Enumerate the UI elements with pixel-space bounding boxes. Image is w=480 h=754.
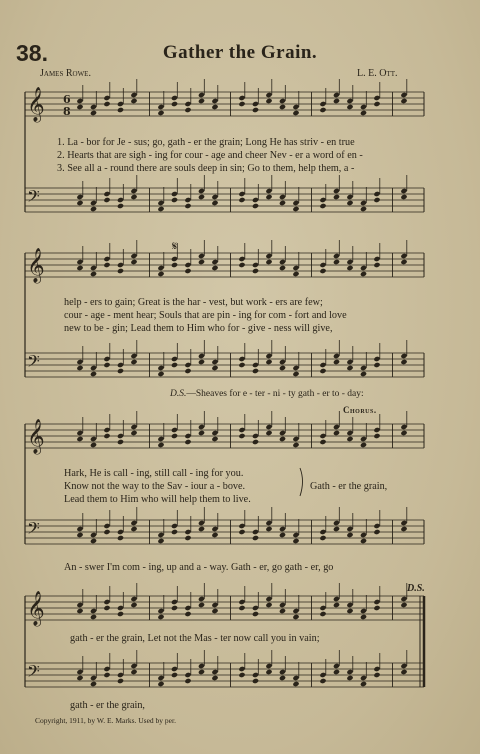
- ds-mark: D.S.: [407, 583, 425, 594]
- note-head: [90, 110, 97, 116]
- note-head: [198, 98, 205, 104]
- note-head: [76, 532, 83, 538]
- note-head: [319, 107, 326, 113]
- note-head: [400, 98, 407, 104]
- note-head: [373, 362, 380, 368]
- note-head: [360, 681, 367, 687]
- note-head: [265, 669, 272, 675]
- verse2-line2: cour - age - ment hear; Souls that are pin - ing for com - fort and love: [64, 310, 347, 321]
- time-signature: 6: [63, 93, 71, 106]
- note-head: [184, 107, 191, 113]
- treble-clef-icon: 𝄞: [27, 591, 45, 626]
- note-head: [265, 602, 272, 608]
- note-head: [198, 194, 205, 200]
- note-head: [333, 669, 340, 675]
- note-head: [252, 678, 259, 684]
- note-head: [360, 271, 367, 277]
- verse1-line3: Hark, He is call - ing, still call - ing for you.: [64, 468, 244, 479]
- note-head: [346, 436, 353, 442]
- note-head: [373, 262, 380, 268]
- note-head: [333, 526, 340, 532]
- note-head: [346, 200, 353, 206]
- note-head: [211, 532, 218, 538]
- note-head: [171, 362, 178, 368]
- time-signature: 8: [63, 105, 71, 118]
- note-head: [346, 608, 353, 614]
- note-head: [373, 672, 380, 678]
- note-head: [211, 436, 218, 442]
- note-head: [360, 614, 367, 620]
- hymn-title: Gather the Grain.: [162, 42, 318, 63]
- note-head: [333, 98, 340, 104]
- note-head: [252, 203, 259, 209]
- note-head: [400, 526, 407, 532]
- note-head: [103, 262, 110, 268]
- note-head: [265, 259, 272, 265]
- verse1-line2: help - ers to gain; Great is the har - vest, but work - ers are few;: [64, 297, 323, 308]
- note-head: [117, 439, 124, 445]
- verse1-line1: 1. La - bor for Je - sus; go, gath - er the grain; Long He has striv - en true: [57, 137, 355, 148]
- note-head: [130, 669, 137, 675]
- note-head: [76, 200, 83, 206]
- note-head: [76, 365, 83, 371]
- note-head: [171, 101, 178, 107]
- author-credit: James Rowe.: [40, 68, 91, 79]
- bass-clef-icon: 𝄢: [27, 661, 40, 685]
- note-head: [184, 268, 191, 274]
- note-head: [157, 538, 164, 544]
- note-head: [90, 442, 97, 448]
- note-head: [360, 538, 367, 544]
- note-head: [319, 439, 326, 445]
- note-head: [90, 614, 97, 620]
- note-head: [333, 259, 340, 265]
- note-head: [117, 535, 124, 541]
- note-head: [319, 268, 326, 274]
- verse2-line1: 2. Hearts that are sigh - ing for cour - age and cheer Nev - er a word of en -: [57, 150, 363, 161]
- copyright-notice: Copyright, 1911, by W. E. Marks. Used by per.: [35, 716, 176, 725]
- note-head: [238, 197, 245, 203]
- note-head: [117, 268, 124, 274]
- note-head: [252, 107, 259, 113]
- note-head: [252, 439, 259, 445]
- note-head: [319, 678, 326, 684]
- note-head: [292, 110, 299, 116]
- note-head: [157, 614, 164, 620]
- note-head: [90, 371, 97, 377]
- note-head: [319, 611, 326, 617]
- note-head: [292, 681, 299, 687]
- verse3-line1: 3. See all a - round there are souls deep in sin; Go to them, help them, a -: [57, 163, 355, 174]
- note-head: [238, 605, 245, 611]
- bass-text-3: An - swer I'm com - ing, up and a - way. Gath - er, go gath - er, go: [64, 562, 334, 573]
- note-head: [117, 368, 124, 374]
- note-head: [103, 197, 110, 203]
- note-head: [319, 368, 326, 374]
- note-head: [346, 675, 353, 681]
- note-head: [130, 526, 137, 532]
- note-head: [211, 675, 218, 681]
- note-head: [117, 203, 124, 209]
- note-head: [76, 104, 83, 110]
- bass-clef-icon: 𝄢: [27, 518, 40, 542]
- note-head: [279, 265, 286, 271]
- note-head: [319, 535, 326, 541]
- note-head: [346, 104, 353, 110]
- note-head: [90, 271, 97, 277]
- note-head: [198, 430, 205, 436]
- chorus-text: Gath - er the grain,: [310, 481, 388, 492]
- hymn-number: 38.: [16, 40, 48, 66]
- note-head: [157, 371, 164, 377]
- note-head: [211, 365, 218, 371]
- note-head: [279, 104, 286, 110]
- note-head: [333, 359, 340, 365]
- note-head: [171, 605, 178, 611]
- note-head: [360, 442, 367, 448]
- note-head: [400, 359, 407, 365]
- treble-clef-icon: 𝄞: [27, 248, 45, 283]
- bass-clef-icon: 𝄢: [27, 186, 40, 210]
- note-head: [346, 532, 353, 538]
- note-head: [373, 197, 380, 203]
- note-head: [279, 436, 286, 442]
- note-head: [103, 433, 110, 439]
- note-head: [76, 265, 83, 271]
- note-head: [400, 430, 407, 436]
- note-head: [279, 365, 286, 371]
- note-head: [184, 678, 191, 684]
- note-head: [157, 110, 164, 116]
- segno-icon: 𝄋: [172, 239, 178, 253]
- note-head: [76, 675, 83, 681]
- note-head: [198, 602, 205, 608]
- note-head: [333, 430, 340, 436]
- note-head: [184, 439, 191, 445]
- note-head: [76, 436, 83, 442]
- note-head: [400, 194, 407, 200]
- note-head: [373, 529, 380, 535]
- note-head: [171, 529, 178, 535]
- note-head: [198, 259, 205, 265]
- note-head: [400, 669, 407, 675]
- note-head: [184, 368, 191, 374]
- note-head: [279, 532, 286, 538]
- note-head: [130, 430, 137, 436]
- note-head: [157, 206, 164, 212]
- note-head: [346, 265, 353, 271]
- note-head: [360, 206, 367, 212]
- line4-text: gath - er the grain, Let not the Mas - ter now call you in vain;: [70, 633, 320, 644]
- note-head: [130, 98, 137, 104]
- note-head: [184, 611, 191, 617]
- note-head: [265, 359, 272, 365]
- note-head: [171, 433, 178, 439]
- note-head: [279, 675, 286, 681]
- note-head: [90, 538, 97, 544]
- note-head: [252, 368, 259, 374]
- note-head: [157, 271, 164, 277]
- note-head: [117, 678, 124, 684]
- note-head: [198, 359, 205, 365]
- note-head: [252, 268, 259, 274]
- note-head: [292, 271, 299, 277]
- note-head: [292, 538, 299, 544]
- note-head: [211, 265, 218, 271]
- note-head: [238, 672, 245, 678]
- note-head: [130, 359, 137, 365]
- note-head: [76, 608, 83, 614]
- note-head: [292, 442, 299, 448]
- note-head: [171, 197, 178, 203]
- note-head: [103, 529, 110, 535]
- note-head: [400, 259, 407, 265]
- note-head: [238, 362, 245, 368]
- note-head: [265, 430, 272, 436]
- bass-clef-icon: 𝄢: [27, 351, 40, 375]
- note-head: [238, 262, 245, 268]
- note-head: [292, 614, 299, 620]
- note-head: [265, 194, 272, 200]
- note-head: [400, 602, 407, 608]
- note-head: [279, 200, 286, 206]
- note-head: [90, 681, 97, 687]
- note-head: [171, 672, 178, 678]
- note-head: [184, 203, 191, 209]
- note-head: [103, 605, 110, 611]
- verse2-line3: Know not the way to the Sav - iour a - bove.: [64, 481, 246, 492]
- note-head: [211, 104, 218, 110]
- treble-clef-icon: 𝄞: [27, 419, 45, 454]
- note-head: [252, 535, 259, 541]
- note-head: [360, 110, 367, 116]
- ds-label: D.S.: [170, 389, 187, 399]
- note-head: [360, 371, 367, 377]
- note-head: [130, 194, 137, 200]
- note-head: [171, 262, 178, 268]
- bass-text-4: gath - er the grain,: [70, 700, 145, 711]
- note-head: [157, 681, 164, 687]
- verse3-line2: new to be - gin; Lead them to Him who for - give - ness will give,: [64, 323, 333, 334]
- note-head: [333, 602, 340, 608]
- note-head: [373, 101, 380, 107]
- verse3-line3: Lead them to Him who will help them to live.: [64, 494, 251, 505]
- note-head: [238, 433, 245, 439]
- ds-text: —Sheaves for e - ter - ni - ty gath - er to - day:: [186, 389, 364, 399]
- note-head: [292, 206, 299, 212]
- note-head: [90, 206, 97, 212]
- note-head: [373, 433, 380, 439]
- note-head: [346, 365, 353, 371]
- note-head: [184, 535, 191, 541]
- chorus-label: Chorus.: [343, 405, 377, 415]
- note-head: [198, 669, 205, 675]
- note-head: [130, 602, 137, 608]
- note-head: [198, 526, 205, 532]
- note-head: [103, 101, 110, 107]
- note-head: [252, 611, 259, 617]
- note-head: [117, 611, 124, 617]
- note-head: [279, 608, 286, 614]
- note-head: [292, 371, 299, 377]
- note-head: [157, 442, 164, 448]
- note-head: [211, 608, 218, 614]
- note-head: [238, 101, 245, 107]
- chorus-bracket: [300, 468, 303, 496]
- note-head: [319, 203, 326, 209]
- note-head: [333, 194, 340, 200]
- note-head: [130, 259, 137, 265]
- composer-credit: L. E. Ott.: [357, 68, 398, 79]
- note-head: [238, 529, 245, 535]
- treble-clef-icon: 𝄞: [27, 87, 45, 122]
- note-head: [265, 526, 272, 532]
- note-head: [103, 362, 110, 368]
- note-head: [117, 107, 124, 113]
- ds-line: [170, 389, 364, 399]
- note-head: [103, 672, 110, 678]
- note-head: [373, 605, 380, 611]
- note-head: [265, 98, 272, 104]
- note-head: [211, 200, 218, 206]
